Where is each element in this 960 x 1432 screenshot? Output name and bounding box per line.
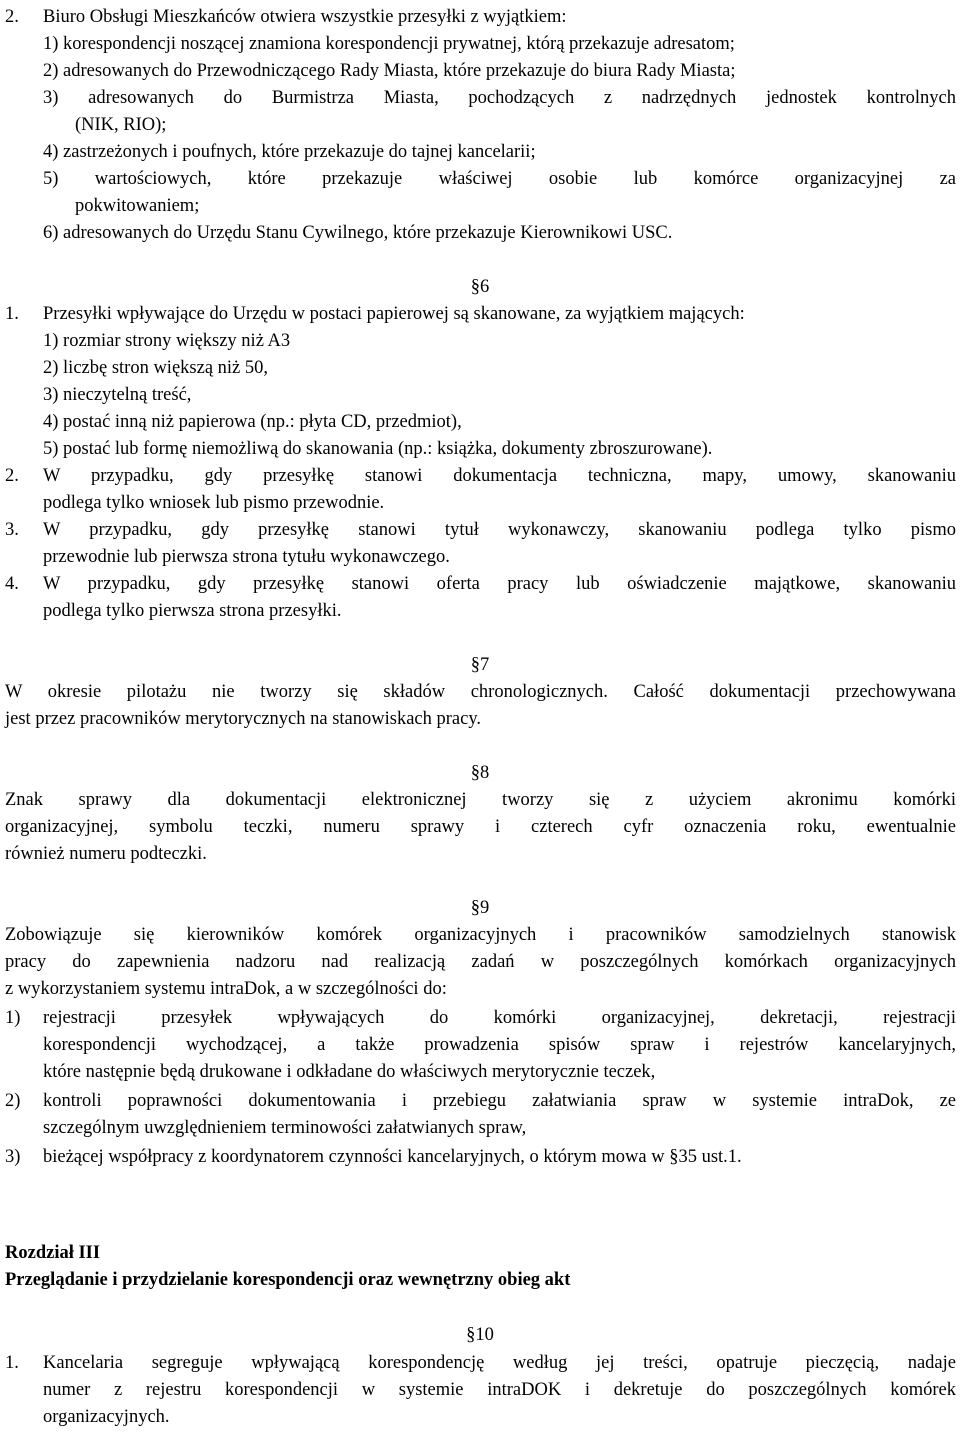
paragraph-text: podlega tylko wniosek lub pismo przewodnie.: [43, 493, 385, 513]
list-item: 6) adresowanych do Urzędu Stanu Cywilnego, które przekazuje Kierownikowi USC.: [43, 223, 673, 243]
list-item: 3) adresowanych do Burmistrza Miasta, pochodzących z nadrzędnych jednostek kontrolnych: [43, 88, 956, 108]
list-item: 1) rozmiar strony większy niż A3: [43, 331, 291, 351]
paragraph-number: 2.: [5, 7, 19, 27]
paragraph-text: numer z rejestru korespondencji w systemie intraDOK i dekretuje do poszczególnych komórek: [43, 1380, 956, 1400]
paragraph-number: 1.: [5, 304, 19, 324]
paragraph-text: Znak sprawy dla dokumentacji elektronicznej tworzy się z użyciem akronimu komórki: [5, 790, 956, 810]
paragraph-text: przewodnie lub pierwsza strona tytułu wykonawczego.: [43, 547, 450, 567]
paragraph-text: W przypadku, gdy przesyłkę stanowi dokumentacja techniczna, mapy, umowy, skanowaniu: [43, 466, 956, 486]
list-number: 1): [5, 1008, 21, 1028]
list-item: 2) adresowanych do Przewodniczącego Rady Miasta, które przekazuje do biura Rady Miasta;: [43, 61, 736, 81]
paragraph-text: W przypadku, gdy przesyłkę stanowi oferta pracy lub oświadczenie majątkowe, skanowaniu: [43, 574, 956, 594]
list-item: szczególnym uwzględnieniem terminowości załatwianych spraw,: [43, 1118, 527, 1138]
paragraph-text: organizacyjnej, symbolu teczki, numeru sprawy i czterech cyfr oznaczenia roku, ewentualnie: [5, 817, 956, 837]
section-mark: §10: [466, 1325, 494, 1345]
section-mark: §7: [470, 655, 490, 675]
paragraph-text: Kancelaria segreguje wpływającą korespondencję według jej treści, opatruje pieczęcią, nadaje: [43, 1353, 956, 1373]
section-mark: §9: [470, 898, 490, 918]
list-item-continuation: pokwitowaniem;: [75, 196, 200, 216]
list-number: 2): [5, 1091, 21, 1111]
paragraph-text: W okresie pilotażu nie tworzy się składów chronologicznych. Całość dokumentacji przechowywana: [5, 682, 956, 702]
list-item: 1) korespondencji noszącej znamiona korespondencji prywatnej, którą przekazuje adresatom;: [43, 34, 735, 54]
list-item: 5) postać lub formę niemożliwą do skanowania (np.: książka, dokumenty zbroszurowane).: [43, 439, 713, 459]
chapter-title: Przeglądanie i przydzielanie korespondencji oraz wewnętrzny obieg akt: [5, 1270, 571, 1290]
paragraph-number: 3.: [5, 520, 19, 540]
list-item: które następnie będą drukowane i odkładane do właściwych merytorycznie teczek,: [43, 1062, 656, 1082]
list-number: 3): [5, 1147, 21, 1167]
list-item: 3) nieczytelną treść,: [43, 385, 192, 405]
paragraph-number: 4.: [5, 574, 19, 594]
list-item: kontroli poprawności dokumentowania i przebiegu załatwiania spraw w systemie intraDok, ze: [43, 1091, 956, 1111]
section-mark: §8: [470, 763, 490, 783]
paragraph-text: również numeru podteczki.: [5, 844, 207, 864]
paragraph-number: 1.: [5, 1353, 19, 1373]
paragraph-text: organizacyjnych.: [43, 1407, 170, 1427]
intro-text: Biuro Obsługi Mieszkańców otwiera wszystkie przesyłki z wyjątkiem:: [43, 7, 567, 27]
list-item: 4) postać inną niż papierowa (np.: płyta CD, przedmiot),: [43, 412, 462, 432]
paragraph-number: 2.: [5, 466, 19, 486]
list-item: bieżącej współpracy z koordynatorem czynności kancelaryjnych, o którym mowa w §35 ust.1.: [43, 1147, 742, 1167]
list-item: 2) liczbę stron większą niż 50,: [43, 358, 269, 378]
list-item: 5) wartościowych, które przekazuje właściwej osobie lub komórce organizacyjnej za: [43, 169, 956, 189]
paragraph-text: podlega tylko pierwsza strona przesyłki.: [43, 601, 342, 621]
paragraph-text: Przesyłki wpływające do Urzędu w postaci papierowej są skanowane, za wyjątkiem mających:: [43, 304, 745, 324]
section-mark: §6: [470, 277, 490, 297]
list-item: 4) zastrzeżonych i poufnych, które przekazuje do tajnej kancelarii;: [43, 142, 536, 162]
paragraph-text: Zobowiązuje się kierowników komórek organizacyjnych i pracowników samodzielnych stanowisk: [5, 925, 956, 945]
paragraph-text: pracy do zapewnienia nadzoru nad realizacją zadań w poszczególnych komórkach organizacyjnych: [5, 952, 956, 972]
list-item-continuation: (NIK, RIO);: [75, 115, 167, 135]
list-item: korespondencji wychodzącej, a także prowadzenia spisów spraw i rejestrów kancelaryjnych,: [43, 1035, 956, 1055]
chapter-label: Rozdział III: [5, 1243, 101, 1263]
paragraph-text: W przypadku, gdy przesyłkę stanowi tytuł wykonawczy, skanowaniu podlega tylko pismo: [43, 520, 956, 540]
paragraph-text: z wykorzystaniem systemu intraDok, a w szczególności do:: [5, 979, 447, 999]
list-item: rejestracji przesyłek wpływających do komórki organizacyjnej, dekretacji, rejestracji: [43, 1008, 956, 1028]
paragraph-text: jest przez pracowników merytorycznych na stanowiskach pracy.: [5, 709, 482, 729]
